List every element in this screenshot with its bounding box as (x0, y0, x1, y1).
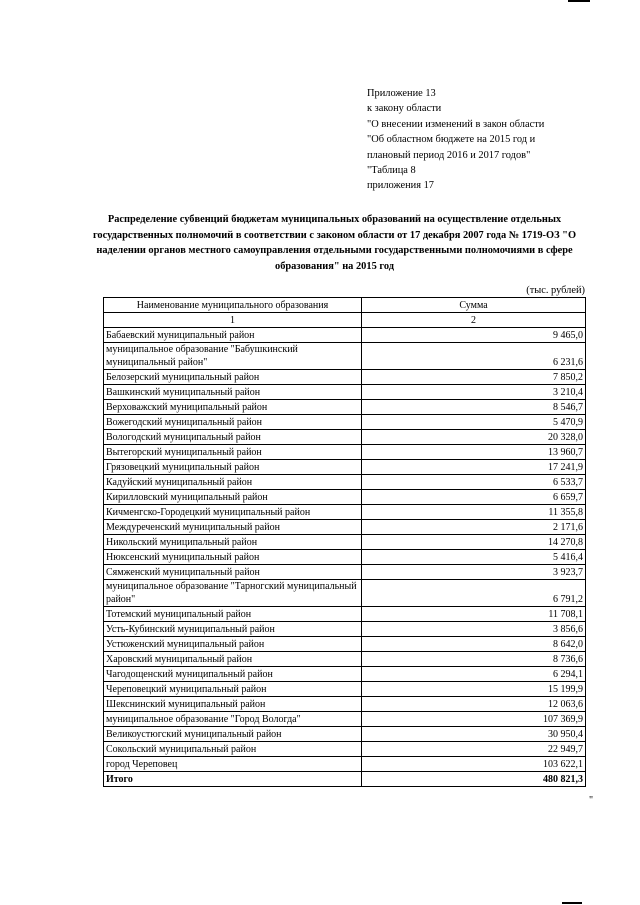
appendix-line: к закону области (367, 103, 442, 115)
table-total-row (104, 772, 586, 787)
municipality-name-cell: Вологодский муниципальный район (104, 430, 362, 445)
sum-cell: 6 659,7 (362, 490, 586, 505)
table-row (104, 682, 586, 697)
municipality-name-cell: Харовский муниципальный район (104, 652, 362, 667)
municipality-name-cell: Сокольский муниципальный район (104, 742, 362, 757)
municipality-name-cell: Великоустюгский муниципальный район (104, 727, 362, 742)
appendix-line: приложения 17 (367, 180, 434, 192)
sum-cell: 2 171,6 (362, 520, 586, 535)
table-row (104, 742, 586, 757)
sum-cell: 20 328,0 (362, 430, 586, 445)
appendix-line: "Таблица 8 (367, 165, 416, 177)
scan-mark-bottom (562, 902, 582, 904)
table-row (104, 607, 586, 622)
sum-cell: 6 791,2 (362, 580, 586, 607)
appendix-note (367, 86, 627, 194)
table-row (104, 343, 586, 370)
table-header-row (104, 298, 586, 313)
municipality-name-cell: муниципальное образование "Бабушкинский муниципальный район" (104, 343, 362, 370)
municipality-name-cell: Усть-Кубинский муниципальный район (104, 622, 362, 637)
municipality-name-cell: Вытегорский муниципальный район (104, 445, 362, 460)
municipality-name-cell: Верховажский муниципальный район (104, 400, 362, 415)
municipality-name-cell: Устюженский муниципальный район (104, 637, 362, 652)
table-row (104, 370, 586, 385)
appendix-line: "О внесении изменений в закон области (367, 118, 545, 130)
sum-cell: 22 949,7 (362, 742, 586, 757)
sum-cell: 3 856,6 (362, 622, 586, 637)
sum-cell: 3 210,4 (362, 385, 586, 400)
table-row (104, 565, 586, 580)
sum-cell: 8 736,6 (362, 652, 586, 667)
sum-cell: 15 199,9 (362, 682, 586, 697)
municipality-name-cell: Никольский муниципальный район (104, 535, 362, 550)
sum-cell: 9 465,0 (362, 328, 586, 343)
column-number-2: 2 (362, 313, 586, 328)
municipality-name-cell: Кичменгско-Городецкий муниципальный район (104, 505, 362, 520)
municipality-name-cell: Сямженский муниципальный район (104, 565, 362, 580)
municipality-name-cell: Шекснинский муниципальный район (104, 697, 362, 712)
subvention-table (103, 297, 586, 787)
table-row (104, 637, 586, 652)
appendix-line: Приложение 13 (367, 88, 436, 99)
table-row (104, 697, 586, 712)
table-row (104, 652, 586, 667)
table-row (104, 727, 586, 742)
municipality-name-cell: Череповецкий муниципальный район (104, 682, 362, 697)
sum-cell: 6 533,7 (362, 475, 586, 490)
appendix-line: "Об областном бюджете на 2015 год и (367, 134, 536, 146)
table-row (104, 445, 586, 460)
table-row (104, 520, 586, 535)
sum-cell: 30 950,4 (362, 727, 586, 742)
municipality-name-cell: муниципальное образование "Тарногский муниципальный район" (104, 580, 362, 607)
municipality-name-cell: Чагодощенский муниципальный район (104, 667, 362, 682)
municipality-name-cell: город Череповец (104, 757, 362, 772)
sum-cell: 103 622,1 (362, 757, 586, 772)
sum-cell: 13 960,7 (362, 445, 586, 460)
column-number-1: 1 (104, 313, 362, 328)
table-row (104, 328, 586, 343)
municipality-name-cell: Вожегодский муниципальный район (104, 415, 362, 430)
table-row (104, 757, 586, 772)
scan-mark-top (568, 0, 590, 2)
municipality-name-cell: Тотемский муниципальный район (104, 607, 362, 622)
municipality-name-cell: Бабаевский муниципальный район (104, 328, 362, 343)
sum-cell: 17 241,9 (362, 460, 586, 475)
column-header-sum: Сумма (362, 298, 586, 313)
sum-cell: 5 470,9 (362, 415, 586, 430)
sum-cell: 12 063,6 (362, 697, 586, 712)
sum-cell: 3 923,7 (362, 565, 586, 580)
sum-cell: 6 231,6 (362, 343, 586, 370)
table-row (104, 415, 586, 430)
sum-cell: 7 850,2 (362, 370, 586, 385)
table-row (104, 460, 586, 475)
municipality-name-cell: Кадуйский муниципальный район (104, 475, 362, 490)
table-row (104, 475, 586, 490)
total-sum-cell: 480 821,3 (362, 772, 586, 787)
municipality-name-cell: Белозерский муниципальный район (104, 370, 362, 385)
table-row (104, 550, 586, 565)
municipality-name-cell: Нюксенский муниципальный район (104, 550, 362, 565)
table-row (104, 490, 586, 505)
sum-cell: 11 708,1 (362, 607, 586, 622)
table-row (104, 430, 586, 445)
sum-cell: 11 355,8 (362, 505, 586, 520)
units-label: (тыс. рублей) (526, 285, 585, 296)
sum-cell: 5 416,4 (362, 550, 586, 565)
table-row (104, 535, 586, 550)
column-header-name: Наименование муниципального образования (104, 298, 362, 313)
municipality-name-cell: муниципальное образование "Город Вологда" (104, 712, 362, 727)
sum-cell: 6 294,1 (362, 667, 586, 682)
table-row (104, 385, 586, 400)
sum-cell: 8 642,0 (362, 637, 586, 652)
total-label-cell: Итого (104, 772, 362, 787)
table-column-numbers-row (104, 313, 586, 328)
appendix-line: плановый период 2016 и 2017 годов" (367, 149, 531, 161)
table-row (104, 580, 586, 607)
table-row (104, 400, 586, 415)
municipality-name-cell: Грязовецкий муниципальный район (104, 460, 362, 475)
table-row (104, 712, 586, 727)
table-row (104, 667, 586, 682)
closing-quote: " (589, 795, 594, 806)
table-row (104, 622, 586, 637)
sum-cell: 8 546,7 (362, 400, 586, 415)
municipality-name-cell: Междуреченский муниципальный район (104, 520, 362, 535)
sum-cell: 14 270,8 (362, 535, 586, 550)
municipality-name-cell: Кирилловский муниципальный район (104, 490, 362, 505)
document-title: Распределение субвенций бюджетам муниципальных образований на осуществление отдельных государственных полномочий в соответствии с законом области от 17 декабря 2007 года № 1719-ОЗ "О наделении органов местного самоуправления отдельными государственными полномочиями в сфере образования" на 2015 год (92, 214, 577, 272)
municipality-name-cell: Вашкинский муниципальный район (104, 385, 362, 400)
sum-cell: 107 369,9 (362, 712, 586, 727)
table-row (104, 505, 586, 520)
